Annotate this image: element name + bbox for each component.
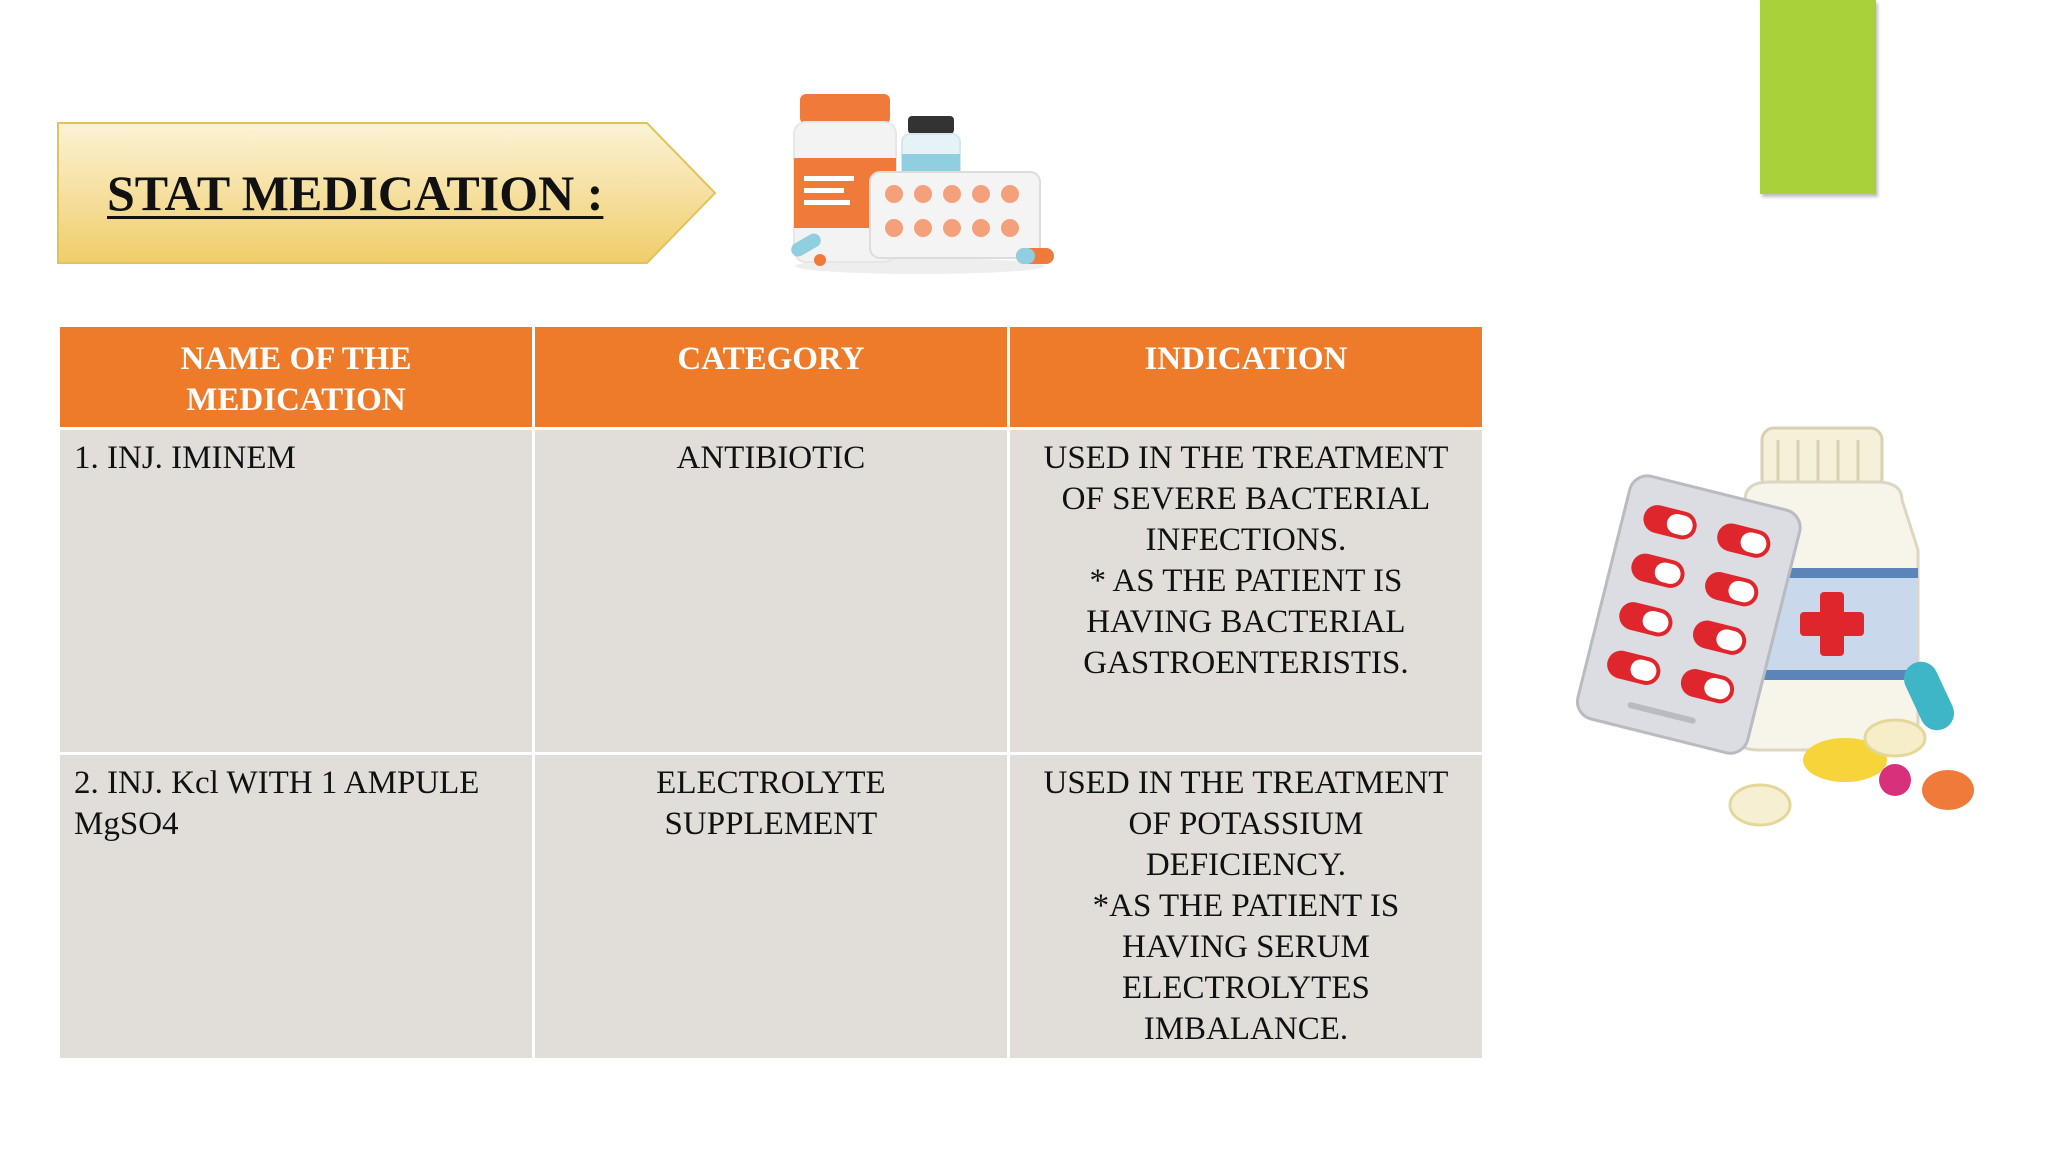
category-cell: ELECTROLYTE SUPPLEMENT [533,754,1008,1060]
medication-name-cell: 2. INJ. Kcl WITH 1 AMPULE MgSO4 [59,754,534,1060]
indication-line: HAVING BACTERIAL [1086,604,1406,640]
indication-line: * AS THE PATIENT IS [1089,563,1403,599]
indication-line: GASTROENTERISTIS. [1083,645,1409,681]
green-accent-bar [1760,0,1876,194]
table-row [59,429,1484,754]
indication-line: ELECTROLYTES [1122,970,1370,1006]
indication-line: IMBALANCE. [1143,1011,1349,1047]
medication-name-cell: 1. INJ. IMINEM [59,429,534,754]
medication-table [57,324,1485,1061]
page-title: STAT MEDICATION : [107,165,604,221]
indication-cell [1008,429,1483,754]
table-row [59,754,1484,1060]
medicine-bottles-icon [780,88,1060,278]
indication-line: OF SEVERE BACTERIAL [1061,481,1431,517]
category-cell: ANTIBIOTIC [533,429,1008,754]
indication-line: USED IN THE TREATMENT [1043,765,1449,801]
indication-line: OF POTASSIUM [1128,806,1364,842]
indication-line: USED IN THE TREATMENT [1043,440,1449,476]
indication-line: DEFICIENCY. [1145,847,1347,883]
pill-bottle-blister-icon [1540,420,1995,840]
header-indication: INDICATION [1008,326,1483,429]
header-category: CATEGORY [533,326,1008,429]
indication-line: INFECTIONS. [1145,522,1347,558]
table-header-row [59,326,1484,429]
indication-line: *AS THE PATIENT IS [1092,888,1400,924]
indication-line: HAVING SERUM [1122,929,1370,965]
indication-cell [1008,754,1483,1060]
title-banner [57,122,717,264]
header-medication-name: NAME OF THE MEDICATION [59,326,534,429]
